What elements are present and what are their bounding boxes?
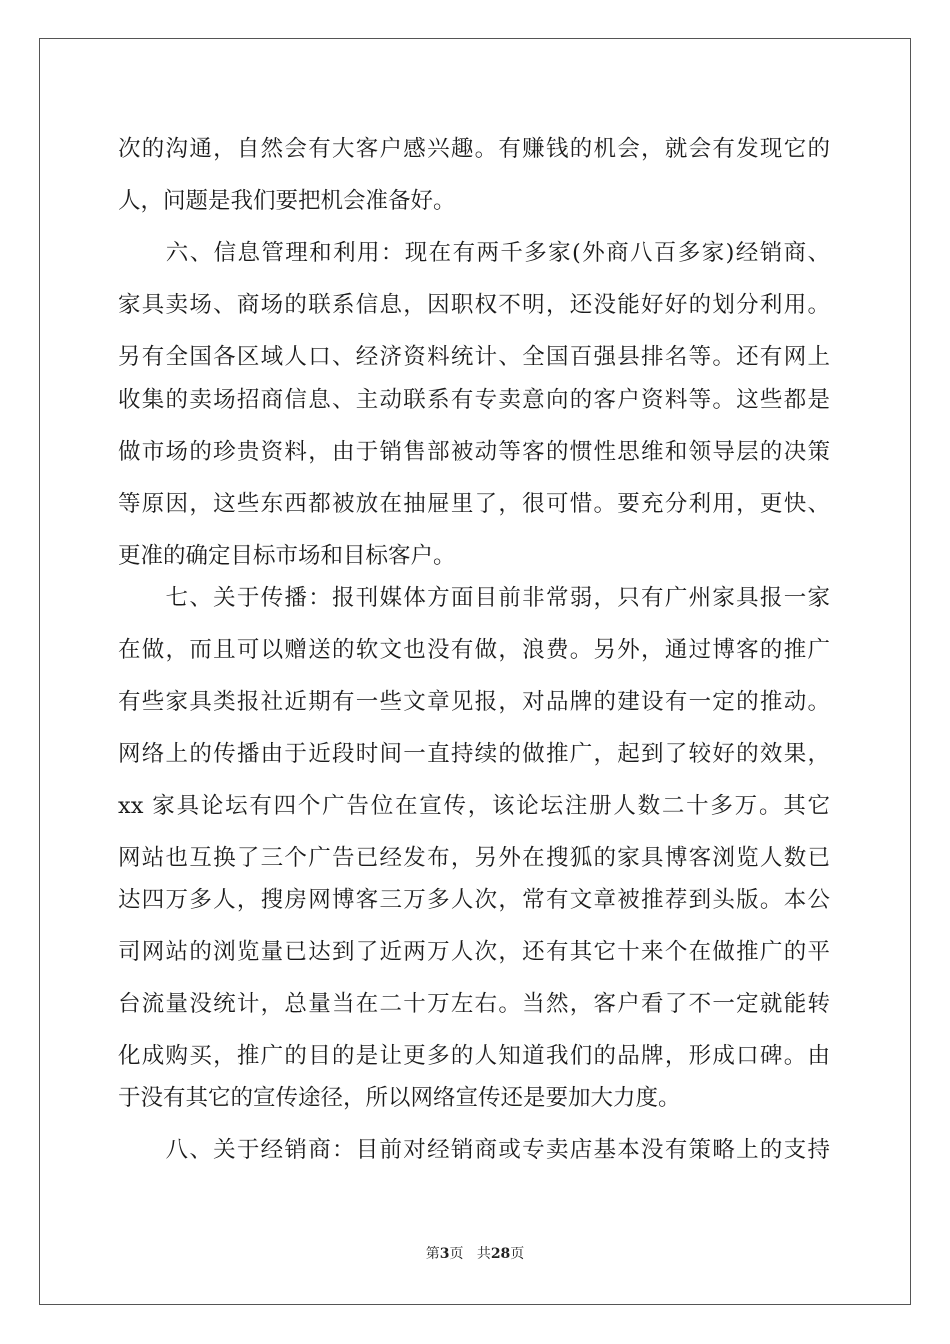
total-pages-number: 28 [490,1246,511,1262]
text-line: 有些家具类报社近期有一些文章见报，对品牌的建设有一定的推动。 [118,689,830,715]
text-line: 收集的卖场招商信息、主动联系有专卖意向的客户资料等。这些都是 [118,387,830,413]
text-line: 网站也互换了三个广告已经发布，另外在搜狐的家具博客浏览人数已 [118,845,830,871]
footer-total-unit: 页 [510,1246,525,1262]
text-line: 化成购买，推广的目的是让更多的人知道我们的品牌，形成口碑。由 [118,1043,830,1069]
text-line: 六、信息管理和利用：现在有两千多家(外商八百多家)经销商、 [118,240,830,266]
text-line: 人，问题是我们要把机会准备好。 [118,188,456,214]
page-footer [0,1244,950,1264]
text-line: 做市场的珍贵资料，由于销售部被动等客的惯性思维和领导层的决策 [118,439,830,465]
text-line: xx 家具论坛有四个广告位在宣传，该论坛注册人数二十多万。其它 [118,793,830,819]
text-line: 达四万多人，搜房网博客三万多人次，常有文章被推荐到头版。本公 [118,887,830,913]
current-page-number: 3 [439,1246,450,1262]
text-line: 八、关于经销商：目前对经销商或专卖店基本没有策略上的支持 [118,1137,830,1163]
text-line: 网络上的传播由于近段时间一直持续的做推广，起到了较好的效果， [118,741,830,767]
text-line: 司网站的浏览量已达到了近两万人次，还有其它十来个在做推广的平 [118,939,830,965]
footer-total-prefix: 共 [476,1246,491,1262]
footer-prefix: 第 [425,1246,440,1262]
text-line: 台流量没统计，总量当在二十万左右。当然，客户看了不一定就能转 [118,991,830,1017]
text-line: 在做，而且可以赠送的软文也没有做，浪费。另外，通过博客的推广 [118,637,830,663]
text-line: 更准的确定目标市场和目标客户。 [118,543,456,569]
text-line: 家具卖场、商场的联系信息，因职权不明，还没能好好的划分利用。 [118,292,830,318]
text-line: 等原因，这些东西都被放在抽屉里了，很可惜。要充分利用，更快、 [118,491,830,517]
text-line: 七、关于传播：报刊媒体方面目前非常弱，只有广州家具报一家 [118,585,830,611]
text-line: 次的沟通，自然会有大客户感兴趣。有赚钱的机会，就会有发现它的 [118,136,830,162]
text-line: 于没有其它的宣传途径，所以网络宣传还是要加大力度。 [118,1085,681,1111]
footer-page-unit: 页 [449,1246,464,1262]
text-line: 另有全国各区域人口、经济资料统计、全国百强县排名等。还有网上 [118,344,830,370]
